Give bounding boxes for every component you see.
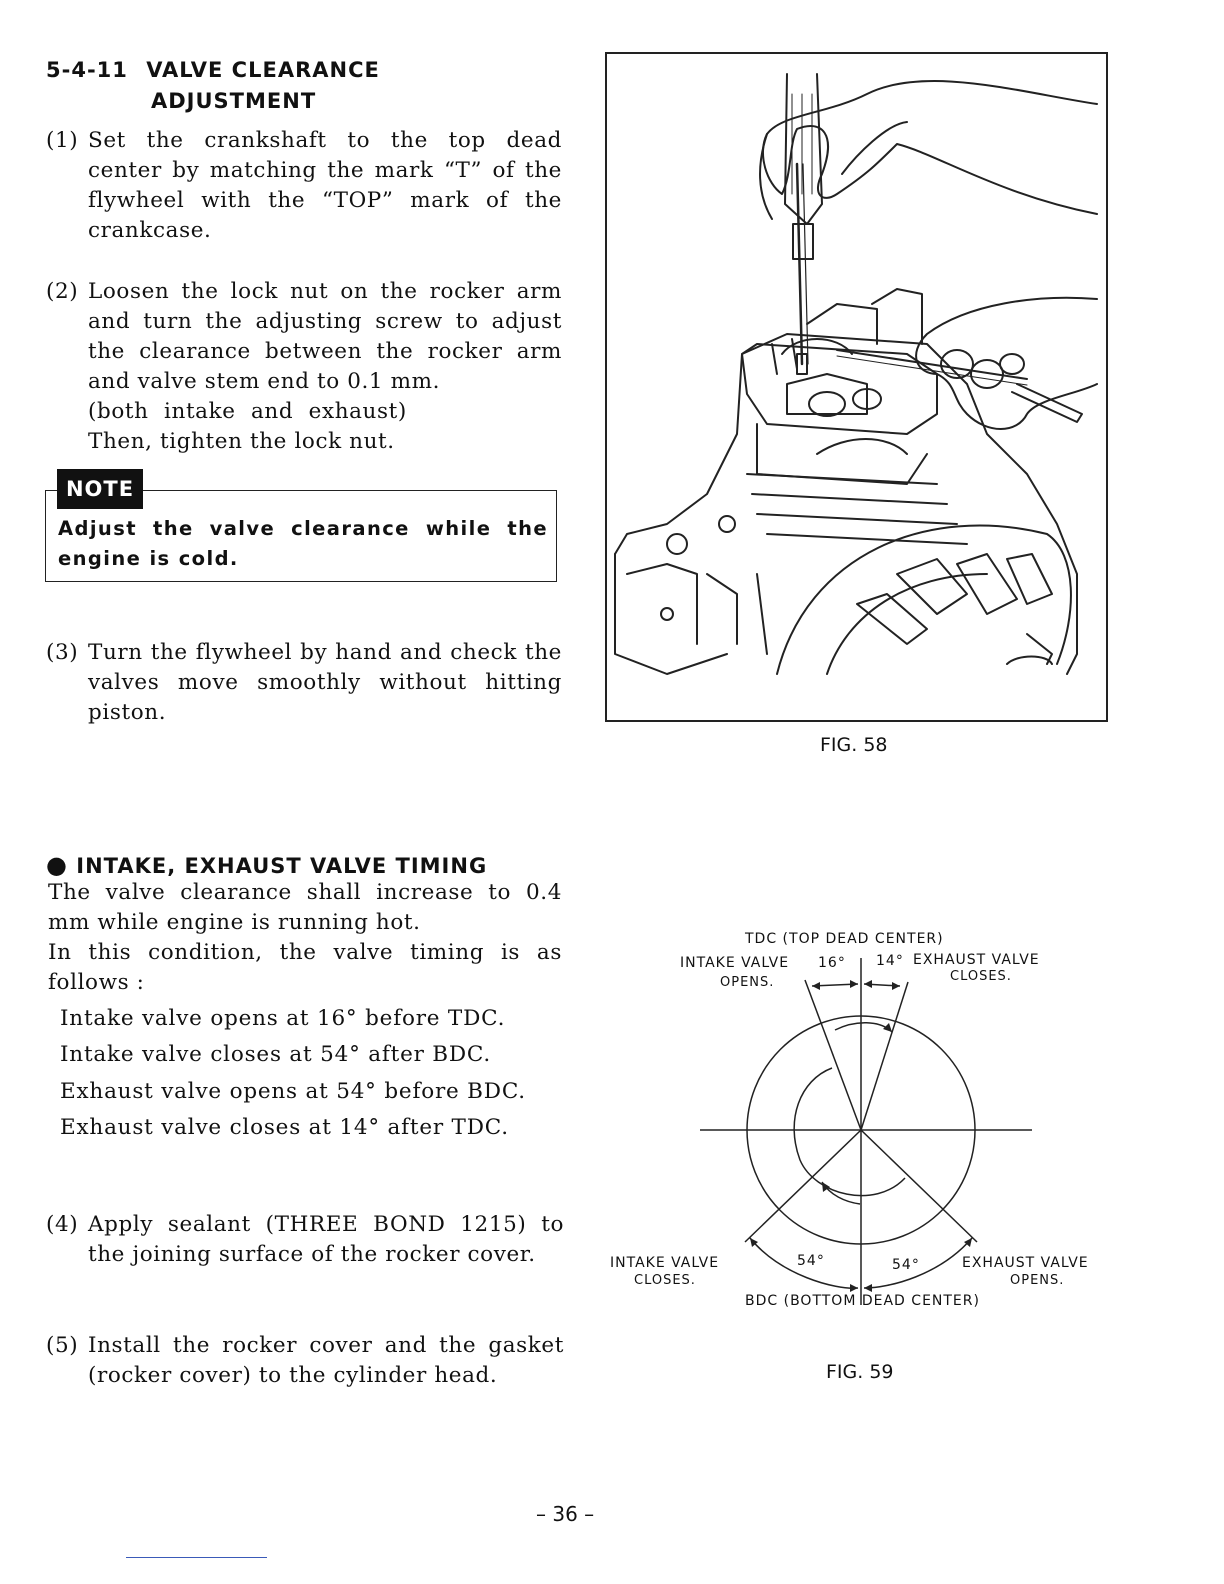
engine-valve-adjustment-illustration — [607, 54, 1106, 720]
intake-opens-label-1: INTAKE VALVE — [680, 955, 790, 971]
exhaust-closes-line — [861, 982, 908, 1130]
timing-line: Intake valve closes at 54° after BDC. — [60, 1042, 492, 1067]
step-number: (5) — [46, 1333, 79, 1358]
timing-line: Exhaust valve closes at 14° after TDC. — [60, 1115, 509, 1140]
step-text: Apply sealant (THREE BOND 1215) to the joining surface of the rocker cover. — [88, 1212, 564, 1267]
intake-closes-label-2: CLOSES. — [634, 1273, 696, 1288]
intake-opens-line — [805, 980, 861, 1130]
inner-arc — [794, 1068, 905, 1196]
exhaust-opens-label-2: OPENS. — [1010, 1273, 1065, 1288]
step-text: Set the crankshaft to the top dead center by matching the mark “T” of the flywheel with the “TOP” mark of the crankcase. — [88, 128, 562, 243]
fig58-frame — [605, 52, 1108, 722]
step-4 — [46, 1210, 564, 1270]
timing-line: Intake valve opens at 16° before TDC. — [60, 1006, 506, 1031]
step-text: Turn the flywheel by hand and check the valves move smoothly without hitting piston. — [88, 640, 562, 725]
step-text: Loosen the lock nut on the rocker arm and turn the adjusting screw to adjust the clearance between the rocker arm and valve stem end to 0.1 mm. — [88, 279, 562, 394]
step-text-final: Then, tighten the lock nut. — [88, 429, 395, 454]
section-number: 5-4-11 — [46, 58, 128, 82]
bdc-label: BDC (BOTTOM DEAD CENTER) — [745, 1293, 980, 1309]
timing-intro-2: In this condition, the valve timing is as follows : — [48, 940, 562, 995]
step-number: (2) — [46, 279, 79, 304]
bullet-icon: ● — [46, 851, 68, 879]
step-text-note: (both intake and exhaust) — [88, 399, 407, 424]
section-title-line2: ADJUSTMENT — [151, 89, 317, 113]
fig58-caption: FIG. 58 — [820, 734, 888, 756]
note-label: NOTE — [57, 469, 143, 509]
timing-intro-1: The valve clearance shall increase to 0.4 mm while engine is running hot. — [48, 880, 562, 935]
section-title-line1: VALVE CLEARANCE — [146, 58, 380, 82]
timing-intro — [48, 878, 562, 998]
angle-54-left-label: 54° — [797, 1253, 825, 1269]
fig59-caption: FIG. 59 — [826, 1361, 894, 1383]
step-1 — [46, 126, 562, 246]
section-heading — [46, 58, 380, 82]
step-5 — [46, 1331, 564, 1391]
exhaust-opens-label-1: EXHAUST VALVE — [962, 1255, 1089, 1271]
intake-opens-label-2: OPENS. — [720, 975, 775, 990]
step-3 — [46, 638, 562, 728]
step-number: (4) — [46, 1212, 79, 1237]
step-number: (3) — [46, 640, 79, 665]
bottom-rule — [126, 1557, 267, 1558]
step-text: Install the rocker cover and the gasket (rocker cover) to the cylinder head. — [88, 1333, 564, 1388]
intake-closes-label-1: INTAKE VALVE — [610, 1255, 720, 1271]
exhaust-closes-label-2: CLOSES. — [950, 969, 1012, 984]
exhaust-closes-label-1: EXHAUST VALVE — [913, 952, 1040, 968]
timing-line: Exhaust valve opens at 54° before BDC. — [60, 1079, 526, 1104]
note-text: Adjust the valve clearance while the engine is cold. — [58, 517, 548, 570]
timing-heading — [46, 851, 487, 879]
tdc-label: TDC (TOP DEAD CENTER) — [745, 931, 944, 947]
angle-16-label: 16° — [818, 955, 846, 971]
angle-14-label: 14° — [876, 953, 904, 969]
step-number: (1) — [46, 128, 79, 153]
angle-54-right-label: 54° — [892, 1257, 920, 1273]
page-number: – 36 – — [536, 1502, 595, 1526]
timing-heading-text: INTAKE, EXHAUST VALVE TIMING — [76, 854, 488, 878]
step-2 — [46, 277, 562, 457]
